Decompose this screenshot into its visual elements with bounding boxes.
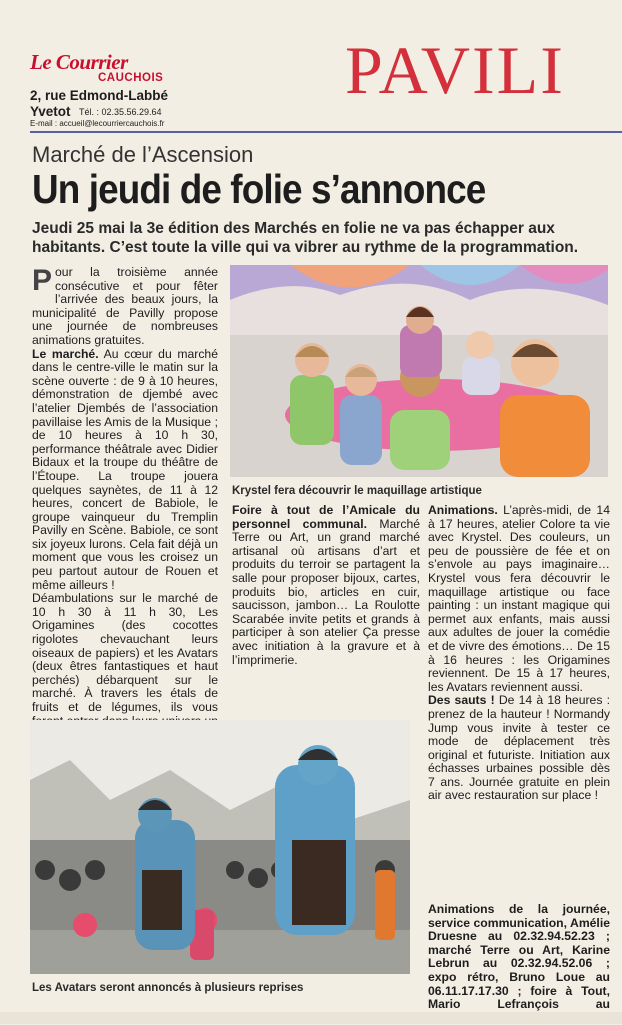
email-address: E-mail : accueil@lecourriercauchois.fr	[30, 119, 165, 128]
marche-text: Au cœur du marché dans le centre-ville le matin sur la scène ouverte : de 9 à 10 heures, démonstration de djembé avec l’atelier Djembés de l’association pavillaise les Amis de la Musique ; de 10 heures à 10 h 30, performance théâtrale avec Didier Bidaux et la troupe du théâtre de l’Étoupe. La troupe jouera quelques saynètes, de 11 à 12 heures, concert de Babiole, le groupe vainqueur du Tremplin Pavilly en Scène. Babiole, ce sont six joyeux lurons. Cela fait déjà un moment que vous les croisez un peu partout autour de Rouen et même ailleurs !	[32, 346, 218, 592]
animations-text: L’après-midi, de 14 à 17 heures, atelier Colore ta vie avec Krystel. Des couleurs, un peu de poussière de fée et on s’envole au pays imaginaire… Krystel vous fera découvrir le maquillage artistique ou face painting : un instant magique qui permet aux enfants, mais aussi aux adultes de jouer la comédie et de vivre des émotions… De 15 à 16 heures : les Origamines reviennent. De 15 à 17 heures, les Avatars reviennent aussi.	[428, 503, 610, 694]
animations-lead: Animations.	[428, 503, 498, 517]
deambulations-paragraph: Déambulations sur le marché de 10 h 30 à 11 h 30, Les Origamines (des cocottes rigolotes chevauchant leurs oiseaux de papiers) et les Avatars (deux êtres fantastiques et haut perchés) débarquent sur le marché. À travers les étals de fruits et de légumes, ils vous	[32, 591, 218, 714]
marche-paragraph	[32, 348, 218, 593]
article-kicker: Marché de l’Ascension	[32, 142, 254, 167]
face-painting-illustration	[230, 265, 608, 477]
article-headline: Un jeudi de folie s’annonce	[32, 166, 486, 212]
foire-lead: Foire à tout de l’Amicale du personnel communal.	[232, 503, 420, 531]
avatars-illustration	[30, 720, 410, 974]
phone-number: Tél. : 02.35.56.29.64	[79, 107, 162, 117]
intro-paragraph	[32, 266, 218, 348]
masthead-rule	[30, 131, 622, 133]
logo-subtitle: CAUCHOIS	[98, 72, 164, 84]
contacts-box: Animations de la journée, service communication, Amélie Druesne au 02.32.94.52.23 ; marché Terre ou Art, Karine Lebrun au 02.32.94.52.06 ; expo rétro, Bruno Loue au 06.11.17.17.30 ; foire à Tout, Mario Lefrançois au	[428, 902, 610, 1012]
article-standfirst: Jeudi 25 mai la 3e édition des Marchés en folie ne va pas échapper aux habitants. C’est toute la ville qui va vibrer au rythme de la programmation.	[32, 220, 579, 256]
column-2	[232, 504, 420, 667]
sauts-text: De 14 à 18 heures : prenez de la hauteur ! Normandy Jump vous invite à tester ce mode de déplacement très original et futuriste. Initiation aux échasses urbaines possible dès 7 ans. Journée gratuite en plein air avec restauration sur place !	[428, 693, 611, 803]
intro-text: our la troisième année consécutive et pour fêter l’arrivée des beaux jours, la municipalité de Pavilly propose une journée de nombreuses animations gratuites.	[32, 265, 218, 347]
column-3	[428, 504, 610, 803]
sauts-paragraph	[428, 694, 610, 803]
page-bottom-edge	[0, 1012, 622, 1024]
marche-lead: Le marché.	[32, 346, 99, 361]
photo1-caption: Krystel fera découvrir le maquillage artistique	[232, 485, 482, 497]
address-street: 2, rue Edmond-Labbé	[30, 88, 169, 103]
sauts-lead: Des sauts !	[428, 693, 495, 708]
foire-paragraph	[232, 504, 420, 667]
face-painting-photo	[230, 265, 608, 477]
address-city: Yvetot	[30, 104, 71, 119]
section-name: PAVILI	[345, 32, 565, 108]
photo2-caption: Les Avatars seront annoncés à plusieurs reprises	[32, 982, 304, 994]
animations-paragraph	[428, 504, 610, 694]
avatars-photo	[30, 720, 410, 974]
dropcap: P	[32, 264, 53, 297]
foire-text: Marché Terre ou Art, un grand marché artisanal où artisans d’art et produits du terroir se partagent la salle pour proposer bijoux, cartes, produits bio, articles en cuir, saucisson, jambon… La Roulotte Scarabée invite petits et grands à participer à son atelier Ça presse avec initiation à la gravure et à l’imprimerie.	[232, 516, 420, 667]
logo-wordmark: Le Courrier	[30, 50, 128, 74]
